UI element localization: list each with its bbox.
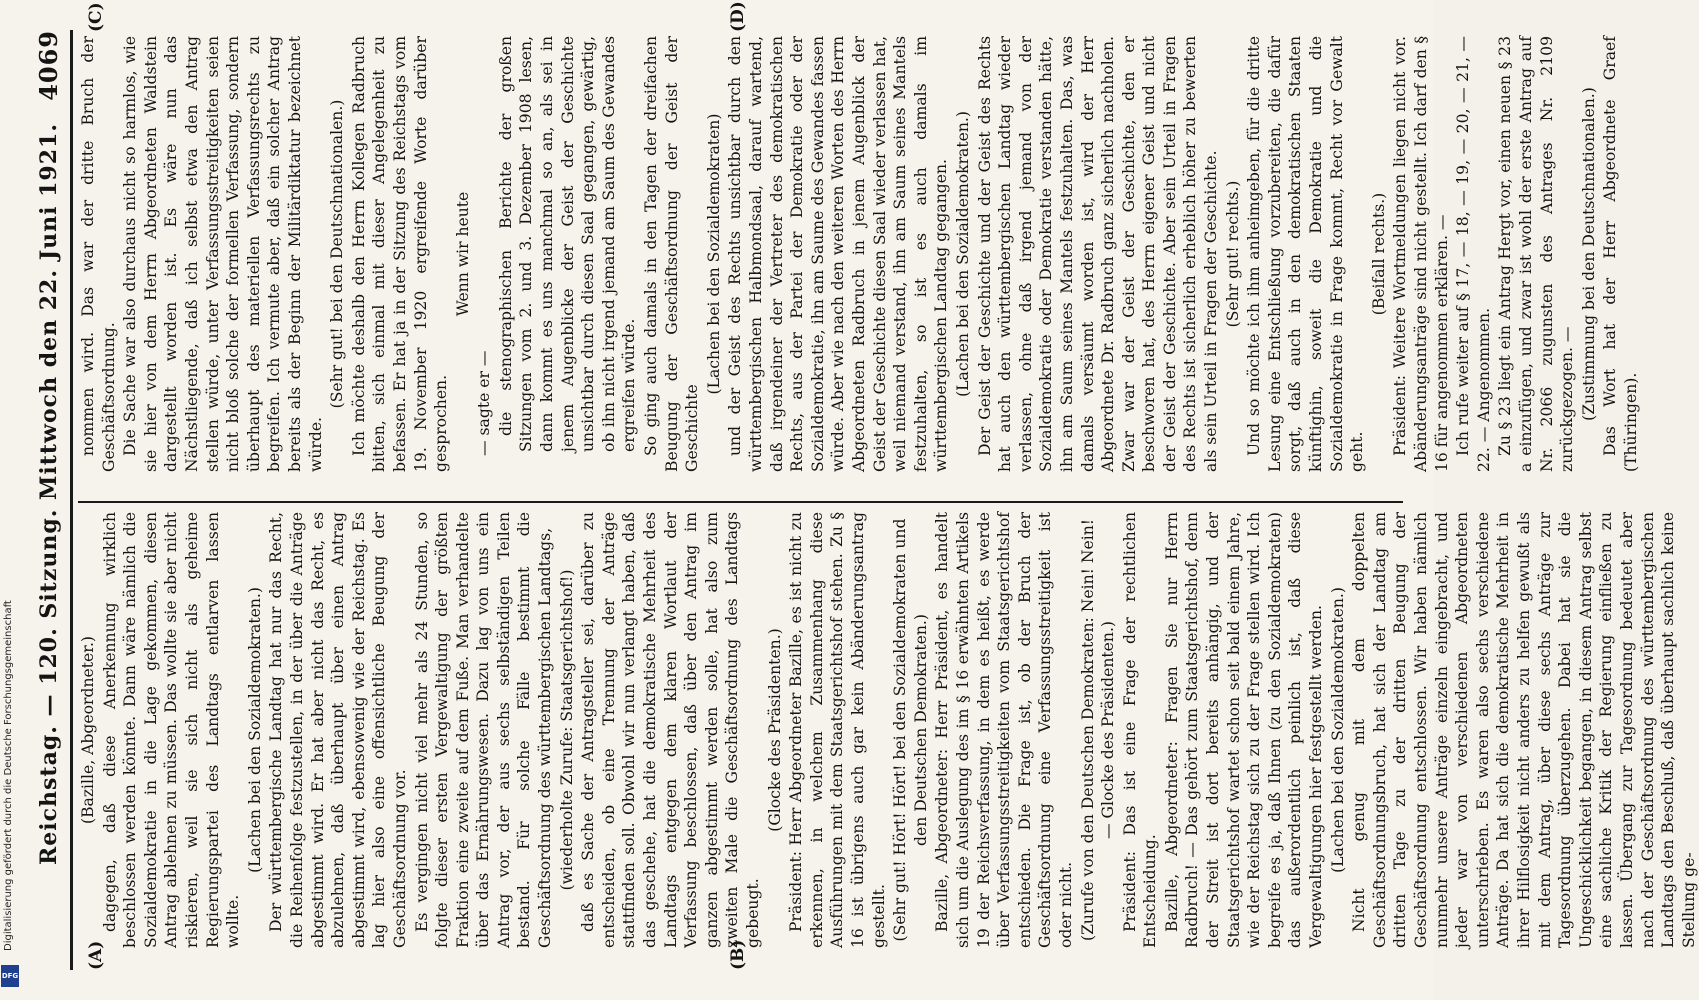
quotation: die stenographischen Berichte der großen Sitzungen vom 2. und 3. Dezember 1908 lesen, dann kommt es uns manchmal so an, als sei in jenem Augenblicke der Geist der Geschichte unsichtbar durch diesen Saal gegangen, gewärtig, ob ihn nicht irgend jemand am Saum des Gewandes ergreifen würde. [496, 36, 639, 452]
quote-aside: — sagte er — [475, 350, 494, 456]
interjection: (Glocke des Präsidenten.) [765, 628, 784, 832]
paragraph: Nicht genug mit dem doppelten Geschäftsordnungsbruch, hat sich der Landtag am dritten Tage zu der dritten Beugung der Geschäftsordnung entschlossen. Wir haben nämlich nunmehr unsere Anträge einzeln eingebracht, und jeder war von verschiedenen Abgeordneten unterschrieben. Es waren also sechs verschiedene Anträge. Da hat sich die demokratische Mehrheit in ihrer Hilflosigkeit nicht anders zu helfen gewußt als mit dem Antrag, über diese sechs Anträge zur Tagesordnung überzugehen. Dabei hat sie die Ungeschicklichkeit begangen, in diesem Antrag selbst eine sachliche Kritik der Regierung einfließen zu lassen. Übergang zur Tagesordnung bedeutet aber nach der Geschäftsordnung des württembergischen Landtags den Beschluß, daß überhaupt sachlich keine Stellung ge- [1350, 512, 1698, 948]
interjection: (Sehr gut! bei den Deutschnationalen.) [328, 99, 347, 409]
paragraph: daß es Sache der Antragsteller sei, darüber zu entscheiden, ob eine Trennung der Anträge stattfinden soll. Obwohl wir nun verlangt haben, daß das geschehe, hat die demokratische Mehrheit des Landtags entgegen dem klaren Wortlaut der Verfassung beschlossen, daß über den Antrag im ganzen abgestimmt werden solle, hat also zum zweiten Male die Geschäftsordnung des Landtags gebeugt. [579, 512, 762, 948]
paragraph: Der württembergische Landtag hat nur das Recht, die Reihenfolge festzustellen, in der über die Anträge abgestimmt wird. Er hat aber nicht das Recht, es abzulehnen, daß überhaupt über einen Antrag abgestimmt wird, ebensowenig wie der Reichstag. Es lag hier also eine offensichtliche Beugung der Geschäftsordnung vor. [267, 512, 409, 948]
dfg-logo: DFG [1, 965, 19, 987]
speaker-paragraph: Präsident: Weitere Wortmeldungen liegen nicht vor. Abänderungsanträge sind nicht gestellt. Ich darf den § 16 für angenommen erklären. — [1391, 36, 1451, 472]
interjection: (Lachen bei den Sozialdemokraten.) [1328, 587, 1347, 873]
speaker-paragraph: Bazille, Abgeordneter: Herr Präsident, es handelt sich um die Auslegung des im § 16 erwähnten Artikels 19 der Reichsverfassung, in dem es heißt, es werde über Verfassungsstreitigkeiten vom Staatsgerichtshof entschieden. Die Frage ist, ob der Bruch der Geschäftsordnung eine Verfassungsstreitigkeit ist oder nicht. [933, 512, 1075, 948]
paragraph: Es vergingen nicht viel mehr als 24 Stunden, so folgte dieser ersten Vergewaltigung der größten Fraktion eine zweite auf dem Fuße. Man verhandelte über das Ernährungswesen. Dazu lag von uns ein Antrag vor, der aus sechs selbständigen Teilen bestand. Für solche Fälle bestimmt die Geschäftsordnung des württembergischen Landtags, [412, 512, 555, 948]
speaker-paragraph: Präsident: Das ist eine Frage der rechtlichen Entscheidung. [1120, 512, 1160, 948]
paragraph: So ging auch damals in den Tagen der dreifachen Beugung der Geschäftsordnung der Geist der Geschichte [642, 36, 702, 472]
paragraph: und der Geist des Rechts unsichtbar durch den württembergischen Halbmondsaal, darauf wartend, daß irgendeiner der Vertreter des demokratischen Rechts, aus der Partei der Demokratie oder der Sozialdemokratie, ihn am Saume des Gewandes fassen würde. Aber wie nach den weiteren Worten des Herrn Abgeordneten Radbruch in jenem Augenblick der Geist der Geschichte diesen Saal wieder verlassen hat, weil niemand verstand, ihn am Saum seines Mantels festzuhalten, so ist es auch damals im württembergischen Landtag gegangen. [726, 36, 951, 472]
paragraph: Die Sache war also durchaus nicht so harmlos, wie sie hier von dem Herrn Abgeordneten Waldstein dargestellt worden ist. Es wäre nun das Nächstliegende, daß ich selbst etwa den Antrag stellen würde, unter Verfassungsstreitigkeiten seien nicht bloß solche der formellen Verfassung, sondern überhaupt des materiellen Verfassungsrechts zu begreifen. Ich vermute aber, daß ein solcher Antrag bereits als der Beginn der Militärdiktatur bezeichnet würde. [121, 36, 325, 472]
paragraph: nommen wird. Das war der dritte Bruch der Geschäftsordnung. [79, 36, 118, 472]
speaker-paragraph: Das Wort hat der Herr Abgeordnete Graef (Thüringen). [1601, 36, 1640, 472]
paragraph: dagegen, daß diese Anerkennung wirklich beschlossen werden könnte. Dann wäre nämlich die Sozialdemokratie in die Lage gekommen, diesen Antrag ablehnen zu müssen. Das wollte sie aber nicht riskieren, weil sie sich nicht als geheime Regierungspartei des Landtags entlarven lassen wollte. [100, 512, 243, 948]
page-number: 4069 [34, 30, 63, 101]
speaker-paragraph: Bazille, Abgeordneter: Fragen Sie nur Herrn Radbruch! — Das gehört zum Staatsgerichtshof, denn der Streit ist dort bereits anhängig, und der Staatsgerichtshof wartet schon seit bald einem Jahre, wie der Reichstag sich zu der Frage stellen wird. Ich begreife es ja, daß Ihnen (zu den Sozialdemokraten) das außerordentlich peinlich ist, daß diese Vergewaltigungen hier festgestellt werden. [1162, 512, 1326, 948]
right-column [78, 36, 1640, 472]
interjection: (Lachen bei den Sozialdemokraten) [704, 113, 723, 395]
paragraph: Der Geist der Geschichte und der Geist des Rechts hat auch den württembergischen Landtag wieder verlassen, ohne daß irgend jemand von der Sozialdemokratie oder Demokratie verstanden hätte, ihn am Saum seines Mantels festzuhalten. Das, was damals versäumt worden ist, wird der Herr Abgeordnete Dr. Radbruch ganz sicherlich nachholen. Zwar war der Geist der Geschichte, den er beschworen hat, des Herrn eigener Geist und nicht der Geist der Geschichte. Aber sein Urteil in Fragen des Rechts ist sicherlich erheblich höher zu bewerten als sein Urteil in Fragen der Geschichte. [975, 36, 1221, 472]
margin-mark-b: (B) [728, 939, 748, 970]
interjection: (Lachen bei den Sozialdemokraten.) [953, 111, 972, 397]
margin-mark-d: (D) [728, 1, 748, 32]
paragraph: Zu § 23 liegt ein Antrag Hergt vor, einen neuen § 23 a einzufügen, und zwar ist wohl der erste Antrag auf Nr. 2066 zugunsten des Antrages Nr. 2109 zurückgezogen. — [1496, 36, 1577, 472]
margin-mark-a: (A) [86, 940, 106, 970]
quote-intro: Wenn wir heute [453, 191, 472, 317]
credit-text: Digitalisierung gefördert durch die Deutsche Forschungsgemeinschaft [3, 600, 14, 951]
interjection: (Zustimmung bei den Deutschnationalen.) [1579, 87, 1598, 421]
interjection: (Lachen bei den Sozialdemokraten.) [245, 587, 264, 873]
column-divider [78, 501, 1403, 503]
interjection: (Sehr gut! rechts.) [1223, 180, 1242, 328]
interjection: (Sehr gut! Hört! Hört! bei den Sozialdemokraten und den Deutschen Demokraten.) [891, 518, 930, 942]
speaker-paragraph: Präsident: Herr Abgeordneter Bazille, es ist nicht zu erkennen, in welchem Zusammenhang diese Ausführungen mit dem Staatsgerichtshof stehen. Zu § 16 ist übrigens auch gar kein Abänderungsantrag gestellt. [787, 512, 888, 948]
paragraph: Ich rufe weiter auf § 17, — 18, — 19, — 20, — 21, — 22. — Angenommen. [1454, 36, 1493, 472]
header-rule [70, 30, 73, 970]
margin-mark-c: (C) [86, 2, 106, 32]
interjection: (Zurufe von den Deutschen Demokraten: Nein! Nein! — Glocke des Präsidenten.) [1078, 518, 1118, 942]
paragraph: Ich möchte deshalb den Herrn Kollegen Radbruch bitten, sich einmal mit dieser Angelegenheit zu befassen. Er hat ja in der Sitzung des Reichstags vom 19. November 1920 ergreifende Worte darüber gesprochen. [349, 36, 451, 472]
paragraph: (Bazille, Abgeordneter.) [79, 636, 97, 824]
interjection: (Beifall rechts.) [1369, 192, 1388, 316]
running-title: Reichstag. — 120. Sitzung. Mittwoch den 22. Juni 1921. [36, 123, 62, 865]
page-header [34, 30, 74, 958]
left-column [78, 512, 1698, 948]
interjection: (wiederholte Zurufe: Staatsgerichtshof!) [557, 569, 576, 891]
paragraph: Und so möchte ich ihm anheimgeben, für die dritte Lesung eine Entschließung vorzubereiten, die dafür sorgt, daß auch in den demokratischen Staaten künftighin, soweit die Demokratie und die Sozialdemokratie in Frage kommt, Recht vor Gewalt geht. [1245, 36, 1367, 472]
